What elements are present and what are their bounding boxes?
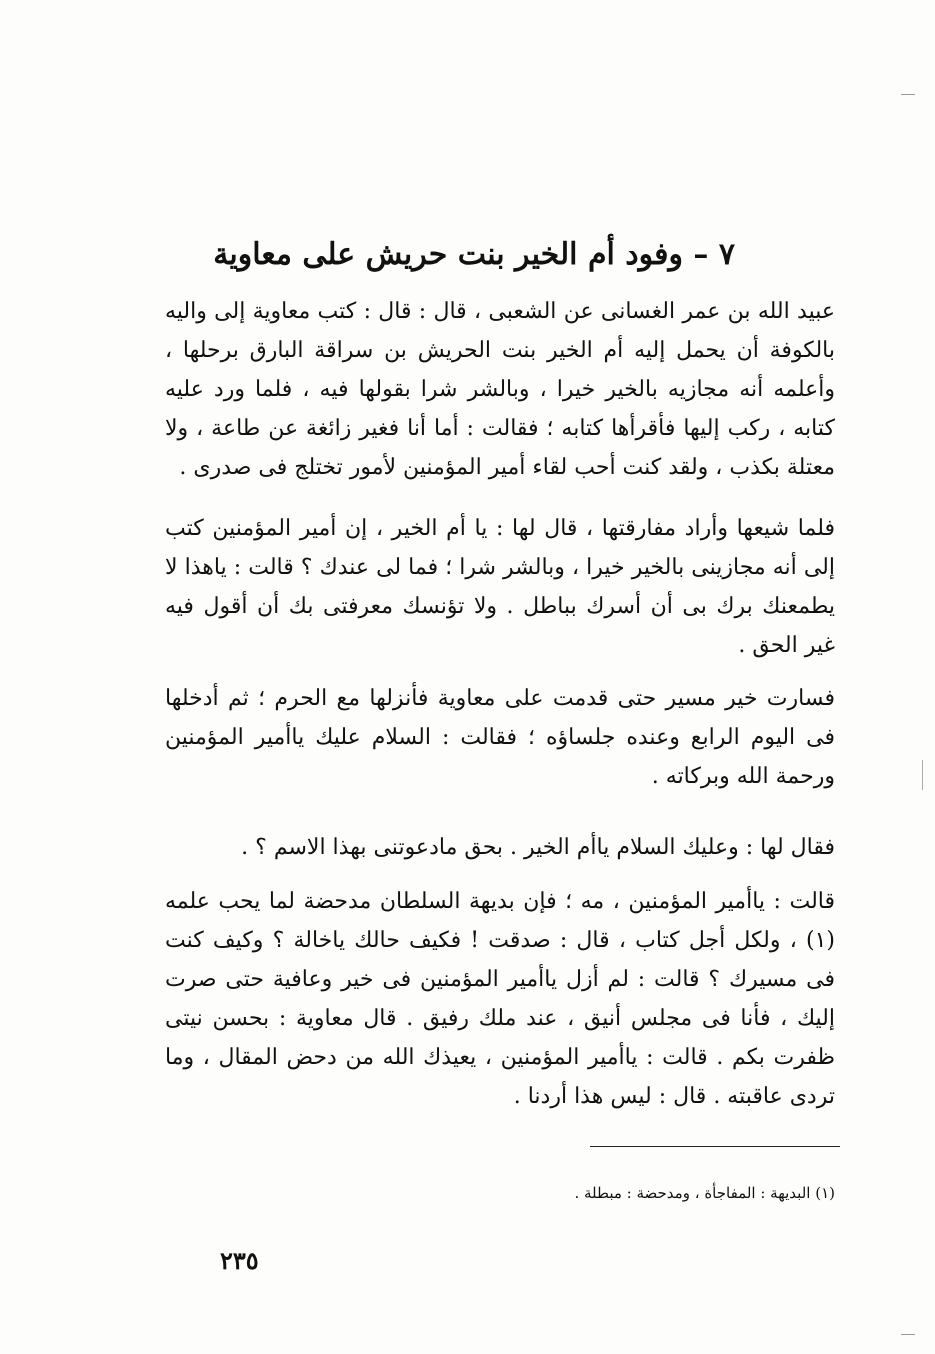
paragraph-4: فقال لها : وعليك السلام ياأم الخير . بحق مادعوتنى بهذا الاسم ؟ . xyxy=(241,835,835,860)
footnote: (١) البديهة : المفاجأة ، ومدحضة : مبطلة . xyxy=(574,1184,835,1202)
scan-edge-mark xyxy=(922,760,923,790)
section-title: ٧ – وفود أم الخير بنت حريش على معاوية xyxy=(213,237,735,273)
footnote-separator xyxy=(590,1146,840,1147)
paragraph-5: قالت : ياأمير المؤمنين ، مه ؛ فإن بديهة السلطان مدحضة لما يحب علمه (١) ، ولكل أجل كتاب ، قال : صدقت ! فكيف حالك ياخالة ؟ وكيف كنت فى مسيرك ؟ قالت : لم أزل ياأمير المؤمنين فى خير وعافية حتى صرت إليك ، فأنا فى مجلس أنيق ، عند ملك رفيق . قال معاوية : بحسن نيتى ظفرت بكم . قالت : ياأمير المؤمنين ، يعيذك الله من دحض المقال ، وما تردى عاقبته . قال : ليس هذا أردنا . xyxy=(165,889,835,1109)
paragraph-2: فلما شيعها وأراد مفارقتها ، قال لها : يا أم الخير ، إن أمير المؤمنين كتب إلى أنه مجازينى بالخير خيرا ، وبالشر شرا ؛ فما لى عندك ؟ قالت : ياهذا لا يطمعنك برك بى أن أسرك بباطل . ولا تؤنسك معرفتى بك أن أقول فيه غير الحق . xyxy=(165,516,835,658)
paragraph-3: فسارت خير مسير حتى قدمت على معاوية فأنزلها مع الحرم ؛ ثم أدخلها فى اليوم الرابع وعنده جلساؤه ؛ فقالت : السلام عليك ياأمير المؤمنين ورحمة الله وبركاته . xyxy=(165,686,835,789)
scan-mark-bottom xyxy=(901,1334,915,1335)
paragraph-1: عبيد الله بن عمر الغسانى عن الشعبى ، قال : قال : كتب معاوية إلى واليه بالكوفة أن يحمل إليه أم الخير بنت الحريش بن سراقة البارق برحلها ، وأعلمه أنه مجازيه بالخير خيرا ، وبالشر شرا بقولها فيه ، فلما ورد عليه كتابه ، ركب إليها فأقرأها كتابه ؛ فقالت : أما أنا فغير زائغة عن طاعة ، ولا معتلة بكذب ، ولقد كنت أحب لقاء أمير المؤمنين لأمور تختلج فى صدرى . xyxy=(165,299,835,480)
page-number: ٢٣٥ xyxy=(220,1246,259,1275)
scan-mark-top xyxy=(901,94,915,95)
